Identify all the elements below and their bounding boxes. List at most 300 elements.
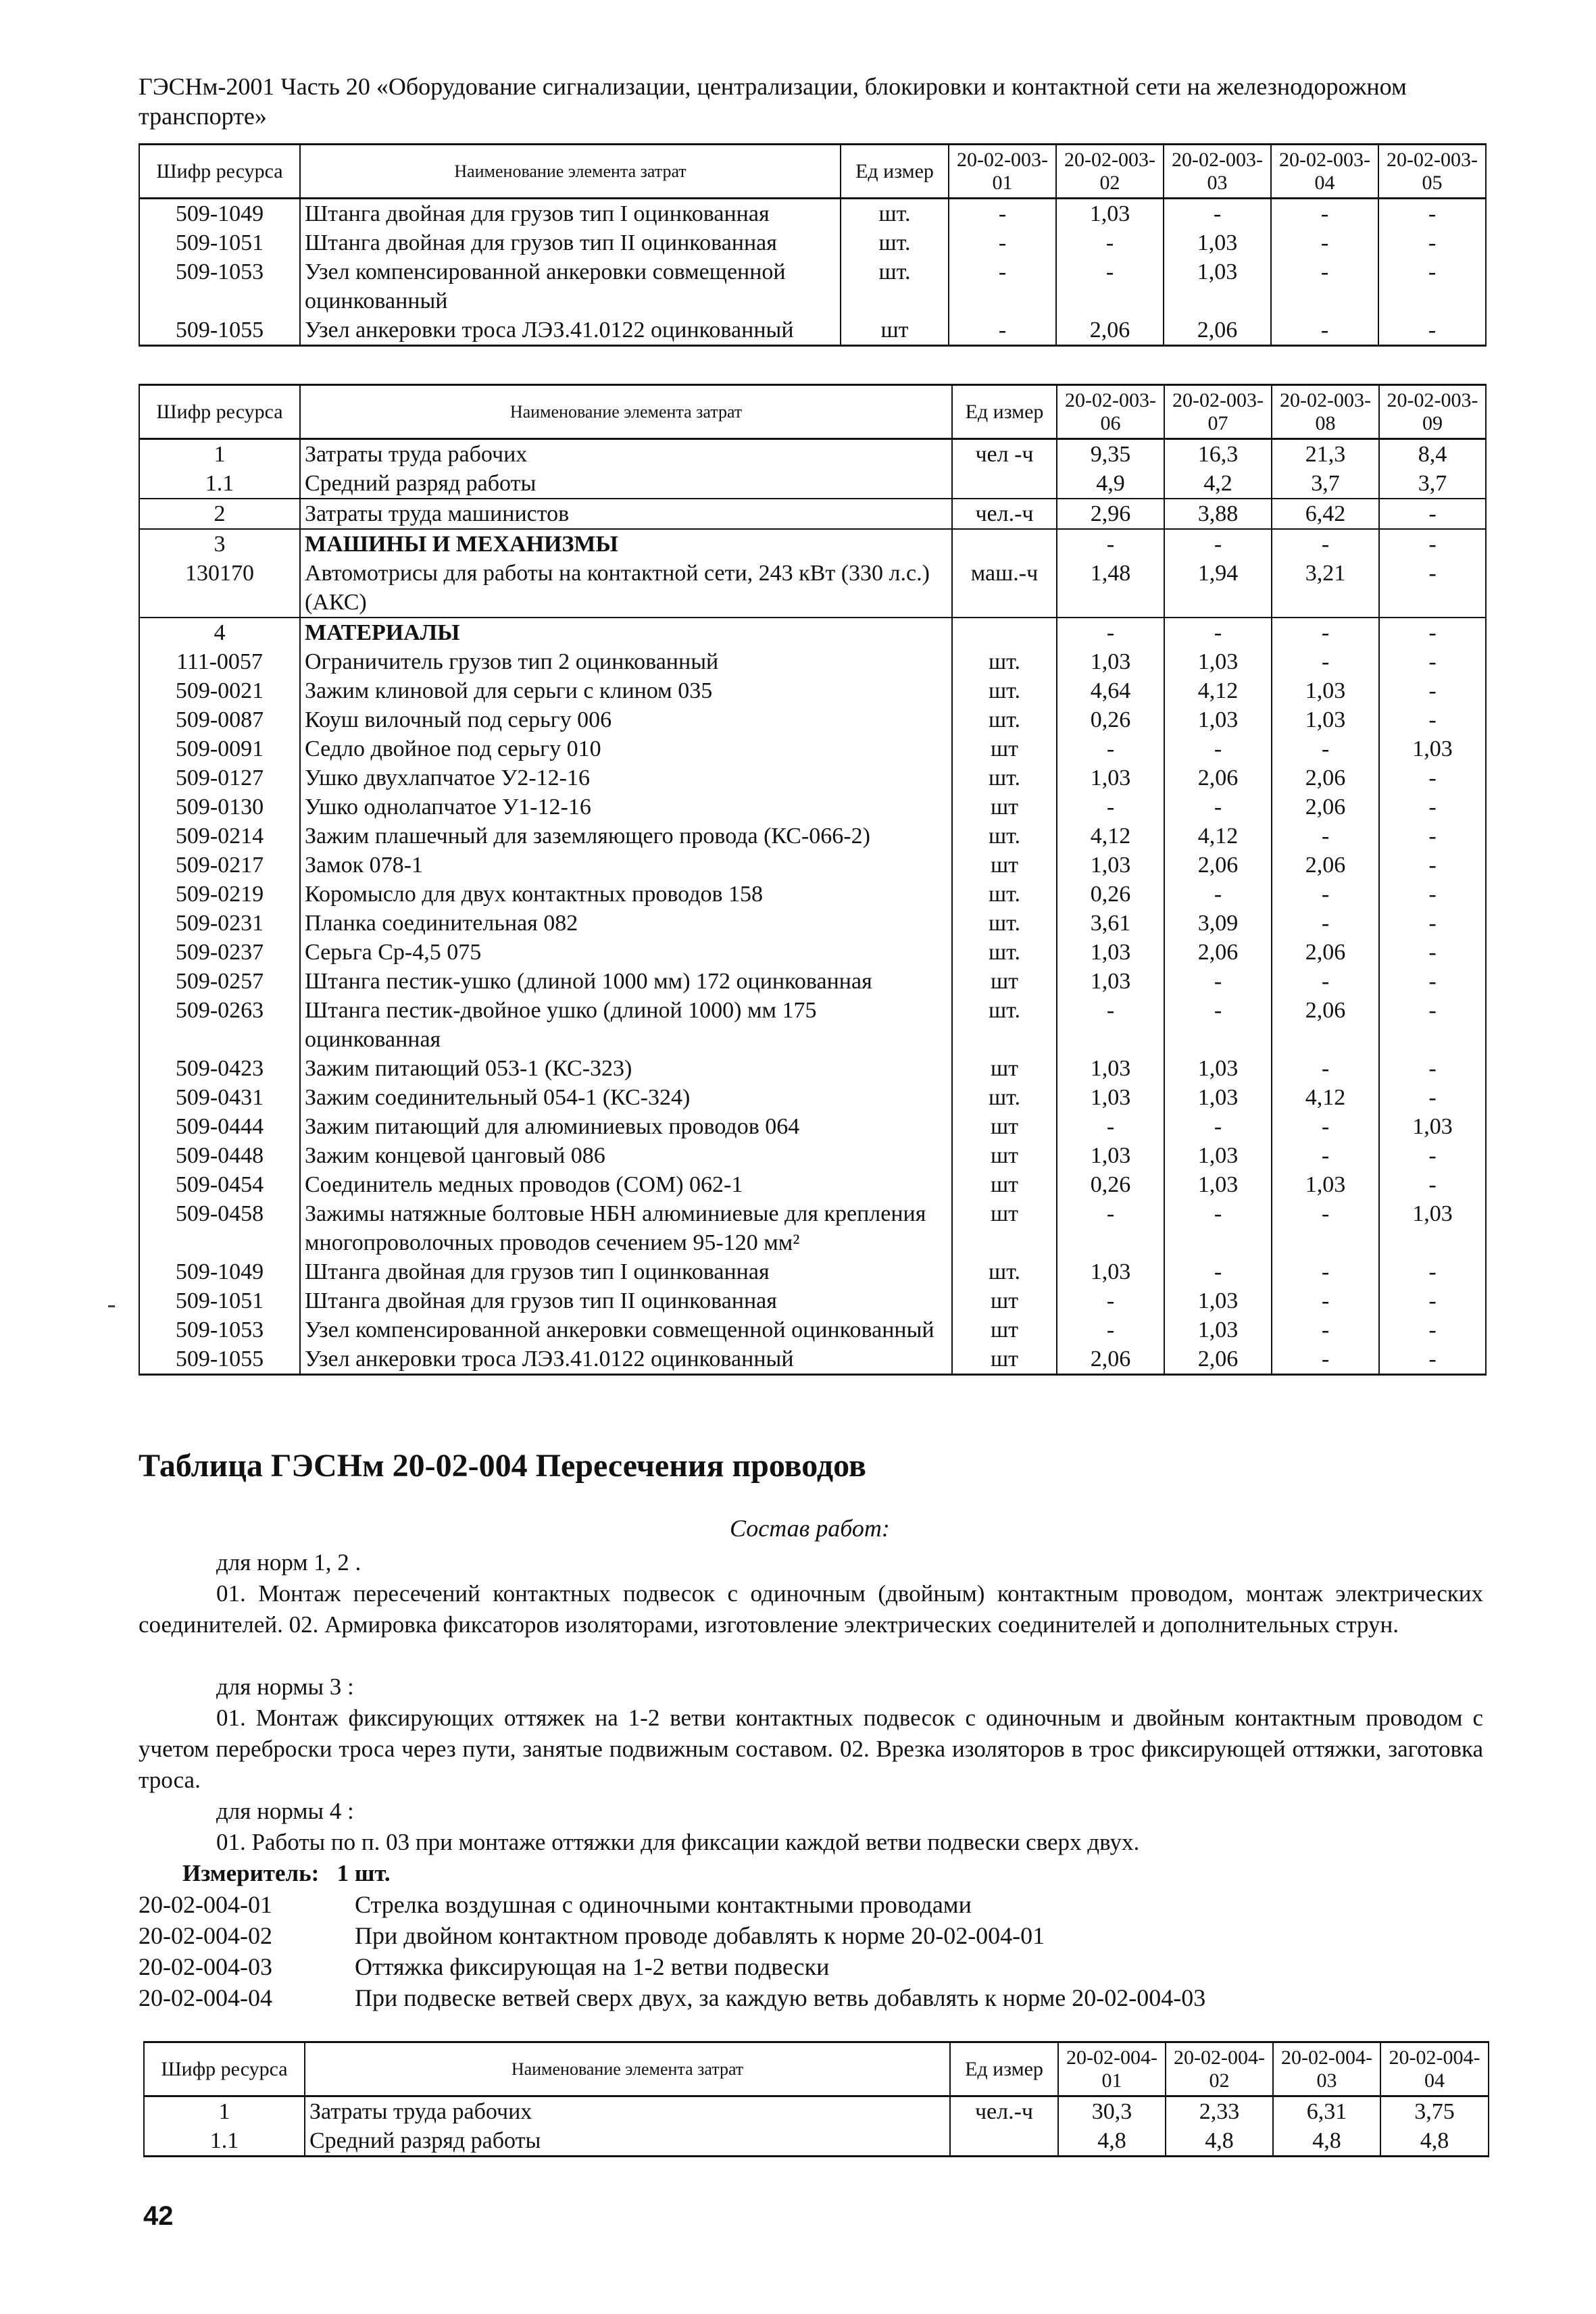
norm-value: -: [1164, 1112, 1272, 1141]
unit-of-measure: шт: [952, 851, 1057, 880]
norm-value: -: [1379, 967, 1486, 996]
table-row: [139, 1315, 1486, 1344]
table-row: [139, 647, 1486, 676]
cost-element-name: Штанга двойная для грузов тип I оцинкованная: [300, 1257, 952, 1286]
resource-code: 1.1: [139, 469, 300, 499]
norm-value: 3,21: [1272, 559, 1379, 618]
norm-value: -: [1378, 316, 1486, 346]
resource-code: 111-0057: [139, 647, 300, 676]
cost-element-name: Зажим питающий для алюминиевых проводов 064: [300, 1112, 952, 1141]
norm-value: 1,03: [1164, 1170, 1272, 1199]
table-row: [139, 909, 1486, 938]
resource-code: 509-0130: [139, 793, 300, 822]
norm-value: -: [1379, 529, 1486, 559]
norm-value: -: [1379, 1257, 1486, 1286]
norm-value: -: [1164, 1257, 1272, 1286]
cost-element-name: Коромысло для двух контактных проводов 158: [300, 880, 952, 909]
norm-value: -: [1057, 996, 1164, 1054]
norm-value: -: [1272, 1315, 1379, 1344]
norm-code: 20-02-004-04: [139, 1984, 272, 2011]
resource-code: 509-1055: [139, 1344, 300, 1375]
table-row: [139, 499, 1486, 529]
col-header-norm: 20-02-003-01: [949, 145, 1056, 199]
norm-value: -: [1379, 1344, 1486, 1375]
unit-of-measure: шт.: [952, 880, 1057, 909]
col-header-norm: 20-02-003-02: [1056, 145, 1164, 199]
table-row: [139, 529, 1486, 559]
norm-value: 1,03: [1379, 734, 1486, 763]
table-row: [139, 439, 1486, 470]
norm-value: -: [1164, 967, 1272, 996]
col-header-name: Наименование элемента затрат: [305, 2042, 950, 2096]
cost-element-name: Штанга двойная для грузов тип I оцинкованная: [300, 199, 841, 229]
norm-value: 4,12: [1164, 676, 1272, 705]
resource-code: 509-0448: [139, 1141, 300, 1170]
norm-value: 9,35: [1057, 439, 1164, 470]
norm-value: 1,03: [1057, 1083, 1164, 1112]
cost-element-name: Затраты труда рабочих: [305, 2096, 950, 2127]
cost-element-name: Затраты труда рабочих: [300, 439, 952, 470]
cost-element-name: Коуш вилочный под серьгу 006: [300, 705, 952, 734]
cost-element-name: Штанга двойная для грузов тип II оцинкованная: [300, 228, 841, 257]
norm-value: -: [1379, 1083, 1486, 1112]
col-header-norm: 20-02-004-03: [1273, 2042, 1380, 2096]
norm-value: -: [1379, 996, 1486, 1054]
unit-of-measure: шт: [952, 1344, 1057, 1375]
norm-value: 1,03: [1057, 763, 1164, 793]
col-header-norm: 20-02-004-02: [1166, 2042, 1273, 2096]
norm-value: 4,8: [1166, 2126, 1273, 2157]
col-header-code: Шифр ресурса: [139, 385, 300, 439]
norm-code: 20-02-004-02: [139, 1922, 272, 1949]
cost-element-name: Затраты труда машинистов: [300, 499, 952, 529]
norm-value: -: [1272, 967, 1379, 996]
norm-value: 4,12: [1164, 822, 1272, 851]
document-header: ГЭСНм-2001 Часть 20 «Оборудование сигнализации, централизации, блокировки и контактной сети на железнодорожном транспорте»: [139, 73, 1407, 130]
resource-code: 509-0237: [139, 938, 300, 967]
unit-of-measure: шт.: [952, 938, 1057, 967]
col-header-norm: 20-02-003-08: [1272, 385, 1379, 439]
col-header-name: Наименование элемента затрат: [300, 145, 841, 199]
unit-of-measure: шт.: [952, 705, 1057, 734]
norm-value: -: [1272, 618, 1379, 647]
resource-code: 509-0214: [139, 822, 300, 851]
cost-element-name: Штанга пестик-двойное ушко (длиной 1000) мм 175 оцинкованная: [300, 996, 952, 1054]
table-row: [139, 1141, 1486, 1170]
unit-of-measure: шт: [952, 793, 1057, 822]
norm-value: 2,06: [1164, 938, 1272, 967]
table-row: [139, 1083, 1486, 1112]
norm-value: -: [1379, 822, 1486, 851]
unit-of-measure: шт: [952, 1112, 1057, 1141]
unit-of-measure: шт: [952, 967, 1057, 996]
norm-value: -: [1379, 793, 1486, 822]
norm-text: При подвеске ветвей сверх двух, за каждую ветвь добавлять к норме 20-02-004-03: [355, 1984, 1206, 2011]
norm-value: -: [1379, 676, 1486, 705]
resource-code: 509-0257: [139, 967, 300, 996]
norm-value: -: [1271, 228, 1378, 257]
norm-value: 8,4: [1379, 439, 1486, 470]
norm-value: 1,03: [1164, 1141, 1272, 1170]
norm-value: -: [1057, 1286, 1164, 1315]
norm-value: -: [1379, 1286, 1486, 1315]
norm-value: 2,06: [1272, 938, 1379, 967]
unit-of-measure: чел -ч: [952, 439, 1057, 470]
norm-value: -: [1164, 793, 1272, 822]
col-header-unit: Ед измер: [950, 2042, 1058, 2096]
norm-item: [139, 1982, 1483, 2013]
cost-element-name: Ушко двухлапчатое У2-12-16: [300, 763, 952, 793]
resource-code: 509-0454: [139, 1170, 300, 1199]
norm-value: 0,26: [1057, 705, 1164, 734]
norm-value: -: [1056, 228, 1164, 257]
paragraph-label: для нормы 3 :: [216, 1674, 354, 1700]
norm-value: 3,09: [1164, 909, 1272, 938]
norm-value: -: [1379, 909, 1486, 938]
resource-code: 509-1053: [139, 1315, 300, 1344]
table-row: [139, 1054, 1486, 1083]
margin-mark: [108, 1305, 115, 1307]
norm-value: -: [1378, 199, 1486, 229]
norm-value: 3,61: [1057, 909, 1164, 938]
norm-value: 6,31: [1273, 2096, 1380, 2127]
resource-code: 509-0091: [139, 734, 300, 763]
norm-value: -: [1272, 1286, 1379, 1315]
norm-value: -: [1272, 1054, 1379, 1083]
resource-code: 509-0423: [139, 1054, 300, 1083]
norm-value: -: [1379, 499, 1486, 529]
norm-value: 4,9: [1057, 469, 1164, 499]
table-row: [139, 734, 1486, 763]
cost-element-name: Штанга двойная для грузов тип II оцинкованная: [300, 1286, 952, 1315]
norm-value: 4,12: [1272, 1083, 1379, 1112]
norm-value: -: [1272, 1344, 1379, 1375]
norm-item: [139, 1951, 1483, 1982]
col-header-norm: 20-02-003-07: [1164, 385, 1272, 439]
norm-value: 2,06: [1164, 851, 1272, 880]
norm-value: 3,7: [1272, 469, 1379, 499]
norm-value: -: [1272, 909, 1379, 938]
table-row: [139, 705, 1486, 734]
norm-value: -: [1057, 618, 1164, 647]
norm-value: 1,03: [1057, 938, 1164, 967]
unit-of-measure: чел.-ч: [950, 2096, 1058, 2127]
paragraph-text: 01. Работы по п. 03 при монтаже оттяжки для фиксации каждой ветви подвески сверх двух.: [216, 1829, 1140, 1855]
norm-value: -: [1057, 529, 1164, 559]
norm-value: -: [1379, 559, 1486, 618]
table-row: [139, 1344, 1486, 1375]
unit-of-measure: чел.-ч: [952, 499, 1057, 529]
norm-value: 2,06: [1057, 1344, 1164, 1375]
unit-of-measure: шт.: [952, 1257, 1057, 1286]
norm-value: 2,06: [1272, 793, 1379, 822]
norm-value: 1,03: [1379, 1199, 1486, 1257]
norm-value: 1,03: [1164, 228, 1271, 257]
norm-value: -: [1164, 734, 1272, 763]
norm-value: -: [949, 257, 1056, 316]
resource-code: 509-1049: [139, 199, 300, 229]
norm-value: -: [1379, 618, 1486, 647]
unit-of-measure: шт.: [952, 909, 1057, 938]
norm-text: Оттяжка фиксирующая на 1-2 ветви подвески: [355, 1953, 830, 1980]
table-row: [139, 199, 1486, 229]
table-row: [139, 851, 1486, 880]
norm-value: 0,26: [1057, 1170, 1164, 1199]
resource-code: 509-0431: [139, 1083, 300, 1112]
norm-value: 16,3: [1164, 439, 1272, 470]
norm-value: 2,06: [1272, 996, 1379, 1054]
norm-value: 1,03: [1379, 1112, 1486, 1141]
resource-code: 509-1051: [139, 1286, 300, 1315]
norm-value: -: [1057, 734, 1164, 763]
unit-of-measure: шт.: [841, 228, 949, 257]
table-row: [139, 1112, 1486, 1141]
norm-item: [139, 1920, 1483, 1951]
unit-of-measure: [952, 469, 1057, 499]
norm-value: 3,75: [1380, 2096, 1489, 2127]
table-row: [139, 1170, 1486, 1199]
cost-element-name: Соединитель медных проводов (СОМ) 062-1: [300, 1170, 952, 1199]
table-row: [144, 2126, 1489, 2157]
norm-value: 0,26: [1057, 880, 1164, 909]
norm-value: 4,8: [1380, 2126, 1489, 2157]
table-row: [139, 1286, 1486, 1315]
work-composition-heading: Состав работ:: [730, 1515, 890, 1542]
resource-code: 509-0087: [139, 705, 300, 734]
norm-value: -: [1057, 1315, 1164, 1344]
norm-value: -: [1379, 1054, 1486, 1083]
norm-value: 3,88: [1164, 499, 1272, 529]
table-row: [139, 1257, 1486, 1286]
resource-code: 509-0217: [139, 851, 300, 880]
col-header-name: Наименование элемента затрат: [300, 385, 952, 439]
cost-element-name: Ограничитель грузов тип 2 оцинкованный: [300, 647, 952, 676]
norm-value: -: [1164, 996, 1272, 1054]
norm-value: -: [1056, 257, 1164, 316]
norm-value: 1,03: [1164, 1286, 1272, 1315]
cost-element-name: Узел компенсированной анкеровки совмещенной оцинкованный: [300, 257, 841, 316]
norm-value: 1,03: [1272, 705, 1379, 734]
norm-value: -: [1272, 1199, 1379, 1257]
unit-of-measure: шт.: [952, 647, 1057, 676]
norm-value: 1,48: [1057, 559, 1164, 618]
cost-element-name: Зажим концевой цанговый 086: [300, 1141, 952, 1170]
cost-element-name: Узел анкеровки троса ЛЭЗ.41.0122 оцинкованный: [300, 316, 841, 346]
table-row: [139, 996, 1486, 1054]
norm-value: -: [1272, 822, 1379, 851]
norm-value: 2,06: [1272, 763, 1379, 793]
norm-text: При двойном контактном проводе добавлять к норме 20-02-004-01: [355, 1922, 1045, 1949]
col-header-unit: Ед измер: [841, 145, 949, 199]
unit-of-measure: шт: [952, 1286, 1057, 1315]
norm-value: 1,03: [1057, 967, 1164, 996]
norm-value: 21,3: [1272, 439, 1379, 470]
table-row: [139, 1199, 1486, 1257]
unit-of-measure: шт.: [952, 1083, 1057, 1112]
norm-value: -: [949, 228, 1056, 257]
norm-value: 4,64: [1057, 676, 1164, 705]
cost-table-003-06-09: [139, 384, 1487, 1376]
cost-element-name: Зажимы натяжные болтовые НБН алюминиевые для крепления многопроволочных проводов сечением 95-120 мм²: [300, 1199, 952, 1257]
norm-value: 1,03: [1057, 1257, 1164, 1286]
resource-code: 1: [144, 2096, 305, 2127]
norm-value: 4,2: [1164, 469, 1272, 499]
norm-value: -: [1272, 880, 1379, 909]
norm-value: 1,94: [1164, 559, 1272, 618]
norm-value: 1,03: [1164, 1315, 1272, 1344]
unit-of-measure: шт: [952, 1054, 1057, 1083]
cost-element-name: Серьга Ср-4,5 075: [300, 938, 952, 967]
norm-value: -: [1378, 257, 1486, 316]
unit-of-measure: шт.: [841, 257, 949, 316]
cost-element-name: Зажим плашечный для заземляющего провода (КС-066-2): [300, 822, 952, 851]
cost-element-name: Зажим клиновой для серьги с клином 035: [300, 676, 952, 705]
norm-value: 1,03: [1164, 705, 1272, 734]
norm-value: -: [1379, 705, 1486, 734]
cost-element-name: МАШИНЫ И МЕХАНИЗМЫ: [300, 529, 952, 559]
unit-of-measure: шт: [952, 734, 1057, 763]
resource-code: 509-0021: [139, 676, 300, 705]
resource-code: 4: [139, 618, 300, 647]
norm-value: -: [949, 199, 1056, 229]
norm-value: -: [1379, 851, 1486, 880]
col-header-norm: 20-02-003-03: [1164, 145, 1271, 199]
norm-value: 2,06: [1164, 1344, 1272, 1375]
norm-value: -: [1057, 1112, 1164, 1141]
paragraph-label: для норм 1, 2 .: [216, 1549, 361, 1576]
norm-value: 1,03: [1164, 1054, 1272, 1083]
norm-value: -: [1272, 529, 1379, 559]
norm-value: -: [1271, 316, 1378, 346]
norm-value: -: [1164, 529, 1272, 559]
resource-code: 509-1053: [139, 257, 300, 316]
unit-of-measure: шт.: [952, 676, 1057, 705]
norm-value: 2,33: [1166, 2096, 1273, 2127]
resource-code: 1.1: [144, 2126, 305, 2157]
section-title: Таблица ГЭСНм 20-02-004 Пересечения проводов: [139, 1448, 866, 1484]
measure-unit: Измеритель: 1 шт.: [182, 1860, 391, 1886]
unit-of-measure: шт: [841, 316, 949, 346]
norm-value: 1,03: [1272, 1170, 1379, 1199]
cost-element-name: Планка соединительная 082: [300, 909, 952, 938]
table-row: [139, 676, 1486, 705]
norm-value: -: [1272, 647, 1379, 676]
norm-value: 3,7: [1379, 469, 1486, 499]
table-row: [139, 316, 1486, 346]
paragraph-label: для нормы 4 :: [216, 1798, 354, 1824]
norm-value: 2,06: [1164, 763, 1272, 793]
norm-value: 2,06: [1164, 316, 1271, 346]
unit-of-measure: шт: [952, 1315, 1057, 1344]
unit-of-measure: шт: [952, 1199, 1057, 1257]
page-number: 42: [143, 2201, 174, 2231]
norm-value: 1,03: [1057, 1141, 1164, 1170]
col-header-code: Шифр ресурса: [139, 145, 300, 199]
cost-element-name: Седло двойное под серьгу 010: [300, 734, 952, 763]
table-row: [139, 967, 1486, 996]
cost-element-name: Средний разряд работы: [305, 2126, 950, 2157]
col-header-norm: 20-02-003-06: [1057, 385, 1164, 439]
table-row: [139, 228, 1486, 257]
resource-code: 130170: [139, 559, 300, 618]
norm-value: -: [1164, 880, 1272, 909]
norm-value: -: [1272, 1141, 1379, 1170]
norm-value: 2,06: [1272, 851, 1379, 880]
norm-value: -: [1379, 1170, 1486, 1199]
norm-value: -: [1379, 647, 1486, 676]
norm-value: -: [1272, 1112, 1379, 1141]
norm-value: 4,8: [1058, 2126, 1166, 2157]
table-row: [139, 469, 1486, 499]
table-row: [139, 763, 1486, 793]
resource-code: 1: [139, 439, 300, 470]
col-header-norm: 20-02-003-09: [1379, 385, 1486, 439]
table-row: [139, 880, 1486, 909]
norm-value: 1,03: [1164, 1083, 1272, 1112]
resource-code: 509-1051: [139, 228, 300, 257]
norm-code: 20-02-004-03: [139, 1953, 272, 1980]
cost-element-name: Ушко однолапчатое У1-12-16: [300, 793, 952, 822]
norm-value: -: [1057, 1199, 1164, 1257]
unit-of-measure: [952, 529, 1057, 559]
resource-code: 509-0444: [139, 1112, 300, 1141]
cost-element-name: Средний разряд работы: [300, 469, 952, 499]
col-header-norm: 20-02-004-01: [1058, 2042, 1166, 2096]
norm-item: [139, 1889, 1483, 1920]
unit-of-measure: шт: [952, 1170, 1057, 1199]
paragraph-text: 01. Монтаж пересечений контактных подвесок с одиночным (двойным) контактным проводом, монтаж электрических соединителей. 02. Армировка фиксаторов изоляторами, изготовление электрических соединителей и дополнительных струн.: [139, 1580, 1483, 1638]
cost-element-name: Замок 078-1: [300, 851, 952, 880]
norm-value: 1,03: [1164, 257, 1271, 316]
cost-table-004: [143, 2041, 1489, 2157]
norm-text: Стрелка воздушная с одиночными контактными проводами: [355, 1891, 972, 1918]
norm-value: 4,12: [1057, 822, 1164, 851]
norm-value: -: [1164, 618, 1272, 647]
resource-code: 509-0231: [139, 909, 300, 938]
cost-table-003-01-05: [139, 143, 1487, 347]
norm-value: 6,42: [1272, 499, 1379, 529]
norm-value: 1,03: [1056, 199, 1164, 229]
norm-value: 1,03: [1057, 1054, 1164, 1083]
unit-of-measure: шт: [952, 1141, 1057, 1170]
table-row: [139, 257, 1486, 316]
norm-code: 20-02-004-01: [139, 1891, 272, 1918]
paragraph-text: 01. Монтаж фиксирующих оттяжек на 1-2 ветви контактных подвесок с одиночным и двойным контактным проводом с учетом переброски троса через пути, занятые подвижным составом. 02. Врезка изоляторов в трос фиксирующей оттяжки, заготовка троса.: [139, 1705, 1483, 1793]
norm-value: 1,03: [1057, 851, 1164, 880]
unit-of-measure: шт.: [952, 996, 1057, 1054]
norm-value: -: [1272, 1257, 1379, 1286]
table-row: [139, 793, 1486, 822]
resource-code: 509-0458: [139, 1199, 300, 1257]
unit-of-measure: маш.-ч: [952, 559, 1057, 618]
resource-code: 509-0127: [139, 763, 300, 793]
resource-code: 3: [139, 529, 300, 559]
cost-element-name: Зажим соединительный 054-1 (КС-324): [300, 1083, 952, 1112]
cost-element-name: Автомотрисы для работы на контактной сети, 243 кВт (330 л.с.) (АКС): [300, 559, 952, 618]
cost-element-name: Штанга пестик-ушко (длиной 1000 мм) 172 оцинкованная: [300, 967, 952, 996]
resource-code: 509-1055: [139, 316, 300, 346]
table-row: [139, 618, 1486, 647]
norm-value: 1,03: [1057, 647, 1164, 676]
unit-of-measure: [952, 618, 1057, 647]
norm-value: -: [1271, 199, 1378, 229]
cost-element-name: Узел компенсированной анкеровки совмещенной оцинкованный: [300, 1315, 952, 1344]
unit-of-measure: [950, 2126, 1058, 2157]
resource-code: 2: [139, 499, 300, 529]
col-header-norm: 20-02-003-04: [1271, 145, 1378, 199]
table-row: [139, 938, 1486, 967]
norm-value: -: [1057, 793, 1164, 822]
